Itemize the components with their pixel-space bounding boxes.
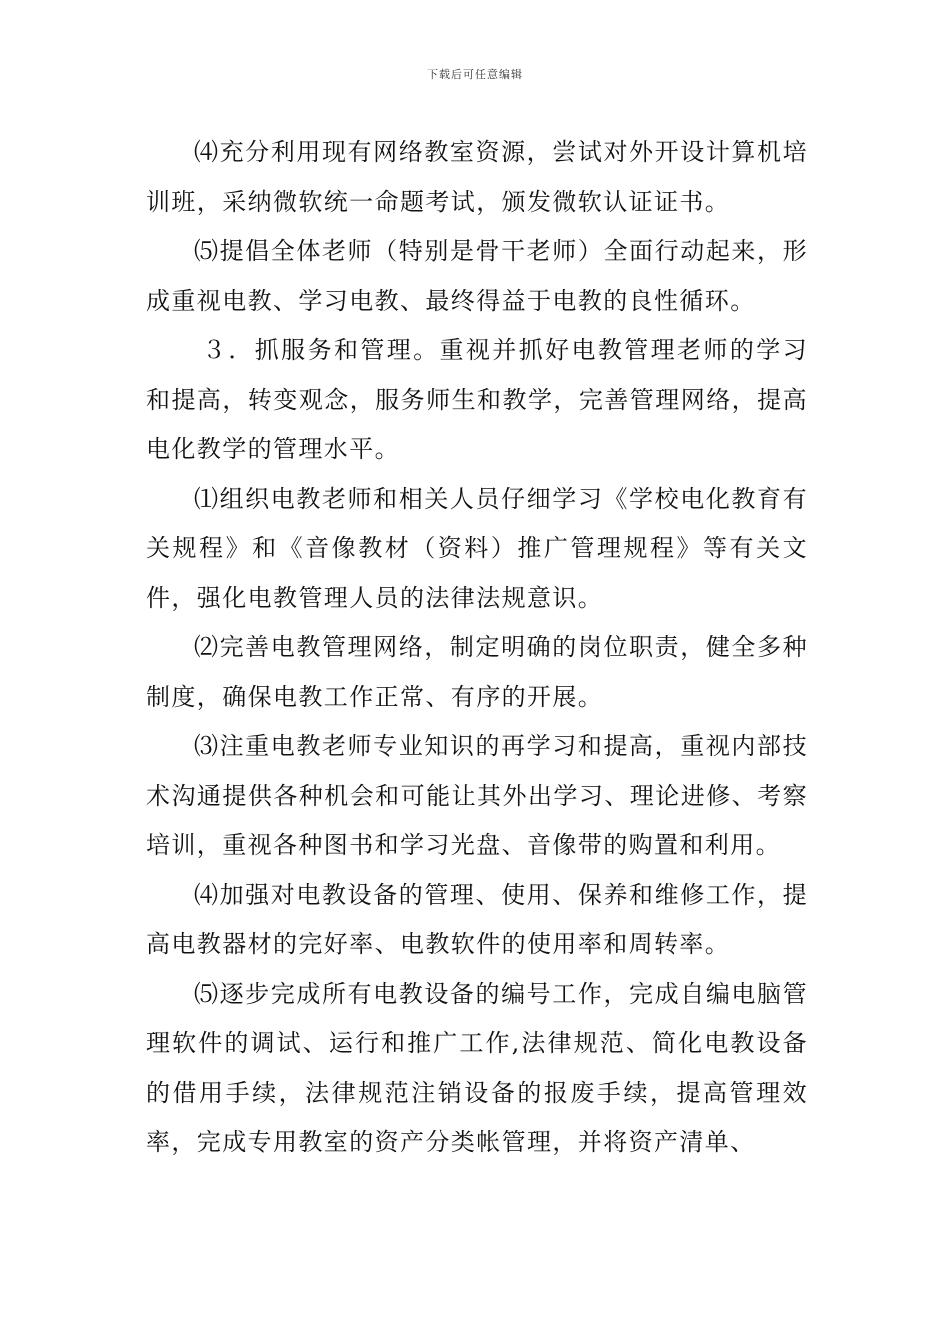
paragraph-teacher-mobilization: ⑸提倡全体老师（特别是骨干老师）全面行动起来，形成重视电教、学习电教、最终得益于电教的良性循环。	[146, 237, 808, 315]
paragraph-management-network: ⑵完善电教管理网络，制定明确的岗位职责，健全多种制度，确保电教工作正常、有序的开展。	[146, 633, 808, 711]
paragraph-equipment-maintenance: ⑷加强对电教设备的管理、使用、保养和维修工作，提高电教器材的完好率、电教软件的使用率和周转率。	[146, 880, 808, 958]
page-header: 下载后可任意编辑	[427, 68, 523, 81]
paragraph-professional-development: ⑶注重电教老师专业知识的再学习和提高，重视内部技术沟通提供各种机会和可能让其外出学习、理论进修、考察培训，重视各种图书和学习光盘、音像带的购置和利用。	[146, 732, 808, 859]
document-body	[146, 128, 808, 1168]
paragraph-equipment-numbering: ⑸逐步完成所有电教设备的编号工作，完成自编电脑管理软件的调试、运行和推广工作,法律规范、简化电教设备的借用手续，法律规范注销设备的报废手续，提高管理效率，完成专用教室的资产分类帐管理，并将资产清单、	[146, 979, 808, 1156]
paragraph-network-classroom-training: ⑷充分利用现有网络教室资源，尝试对外开设计算机培训班，采纳微软统一命题考试，颁发微软认证证书。	[146, 138, 808, 216]
paragraph-study-regulations: ⑴组织电教老师和相关人员仔细学习《学校电化教育有关规程》和《音像教材（资料）推广管理规程》等有关文件，强化电教管理人员的法律法规意识。	[146, 484, 808, 612]
paragraph-service-and-management: ３．抓服务和管理。重视并抓好电教管理老师的学习和提高，转变观念，服务师生和教学，完善管理网络，提高电化教学的管理水平。	[146, 336, 808, 463]
